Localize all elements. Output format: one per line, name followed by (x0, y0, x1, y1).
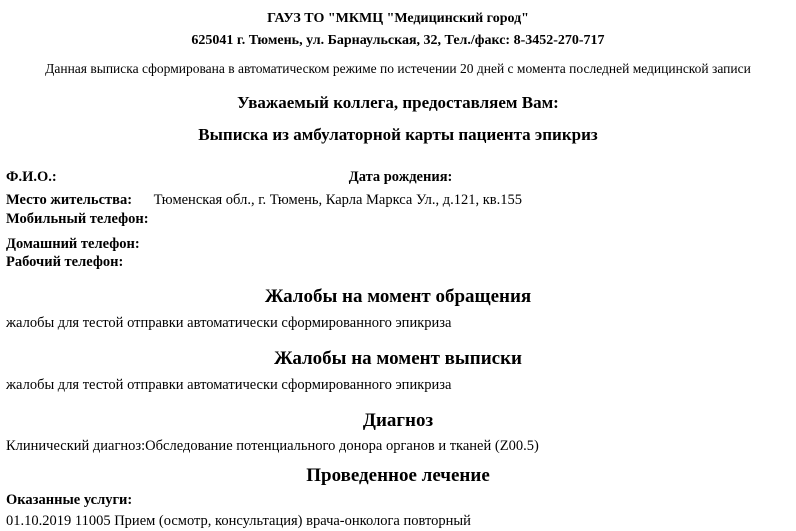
services-label: Оказанные услуги: (6, 492, 133, 508)
greeting-line: Уважаемый коллега, предоставляем Вам: (237, 93, 559, 112)
patient-fields (6, 168, 790, 271)
patient-work-phone-label: Рабочий телефон: (6, 254, 124, 270)
organization-title: ГАУЗ ТО "МКМЦ "Медицинский город" (267, 11, 529, 26)
patient-name-label: Ф.И.О.: (6, 169, 57, 185)
diagnosis-text: Клинический диагноз:Обследование потенциального донора органов и тканей (Z00.5) (6, 438, 539, 454)
patient-dob-label: Дата рождения: (348, 169, 453, 185)
section-text-complaints-discharge: жалобы для тестой отправки автоматически сформированного эпикриза (6, 377, 452, 393)
organization-address: 625041 г. Тюмень, ул. Барнаульская, 32, Тел./факс: 8-3452-270-717 (191, 33, 605, 48)
section-text-complaints-admission: жалобы для тестой отправки автоматически сформированного эпикриза (6, 315, 452, 331)
patient-address-label: Место жительства: (6, 192, 133, 208)
section-title-complaints-discharge: Жалобы на момент выписки (274, 348, 522, 369)
patient-name-row (6, 168, 790, 187)
patient-work-phone-row (6, 253, 790, 271)
field-spacer (6, 228, 790, 235)
document-title: Выписка из амбулаторной карты пациента эпикриз (198, 125, 598, 144)
section-title-diagnosis: Диагноз (362, 410, 434, 431)
patient-home-phone-label: Домашний телефон: (6, 236, 140, 252)
services-item: 01.10.2019 11005 Прием (осмотр, консультация) врача-онколога повторный (6, 513, 471, 529)
patient-address-row (6, 191, 790, 210)
patient-mobile-row (6, 210, 790, 228)
section-title-complaints-admission: Жалобы на момент обращения (264, 286, 532, 307)
auto-generation-note: Данная выписка сформирована в автоматическом режиме по истечении 20 дней с момента последней медицинской записи (45, 61, 751, 76)
patient-mobile-label: Мобильный телефон: (6, 211, 149, 227)
patient-home-phone-row (6, 235, 790, 253)
section-title-treatment: Проведенное лечение (306, 465, 490, 486)
patient-address-value: Тюменская обл., г. Тюмень, Карла Маркса Ул., д.121, кв.155 (153, 192, 522, 208)
